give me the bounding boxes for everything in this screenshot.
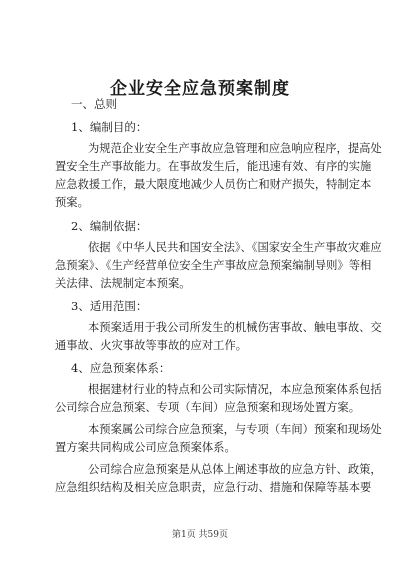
subsection-heading-plan-system: 4、应急预案体系： bbox=[71, 361, 171, 375]
paragraph-line: 置安全生产事故能力。在事故发生后，能迅速有效、有序的实施 bbox=[55, 160, 372, 173]
paragraph-line: 本预案属公司综合应急预案，与专项（车间）预案和现场处 bbox=[88, 423, 382, 436]
paragraph-line: 依据《中华人民共和国安全法》、《国家安全生产事故灾难应 bbox=[88, 241, 382, 254]
paragraph-line: 置方案共同构成公司应急预案体系。 bbox=[55, 441, 236, 454]
paragraph-line: 公司综合应急预案是从总体上阐述事故的应急方针、政策， bbox=[88, 463, 382, 476]
subsection-heading-basis: 2、编制依据： bbox=[71, 219, 148, 233]
paragraph-line: 关法律、法规制定本预案。 bbox=[55, 277, 191, 290]
subsection-heading-purpose: 1、编制目的： bbox=[71, 120, 148, 134]
paragraph-line: 预案。 bbox=[55, 196, 89, 209]
paragraph-line: 公司综合应急预案、专项（车间）应急预案和现场处置方案。 bbox=[55, 401, 361, 414]
section-heading-general: 一、总则 bbox=[71, 97, 117, 111]
page-footer: 第1页 共59页 bbox=[171, 530, 229, 540]
paragraph-line: 应急救援工作，最大限度地减少人员伤亡和财产损失，特制定本 bbox=[55, 178, 372, 191]
paragraph-line: 本预案适用于我公司所发生的机械伤害事故、触电事故、交 bbox=[88, 321, 382, 334]
subsection-heading-scope: 3、适用范围： bbox=[71, 299, 148, 313]
paragraph-line: 应急组织结构及相关应急职责，应急行动、措施和保障等基本要 bbox=[55, 481, 372, 494]
paragraph-line: 通事故、火灾事故等事故的应对工作。 bbox=[55, 339, 248, 352]
paragraph-line: 根据建材行业的特点和公司实际情况，本应急预案体系包括 bbox=[88, 383, 382, 396]
document-title: 企业安全应急预案制度 bbox=[110, 79, 290, 99]
paragraph-line: 为规范企业安全生产事故应急管理和应急响应程序，提高处 bbox=[88, 142, 382, 155]
paragraph-line: 急预案》、《生产经营单位安全生产事故应急预案编制导则》等相 bbox=[55, 259, 372, 272]
